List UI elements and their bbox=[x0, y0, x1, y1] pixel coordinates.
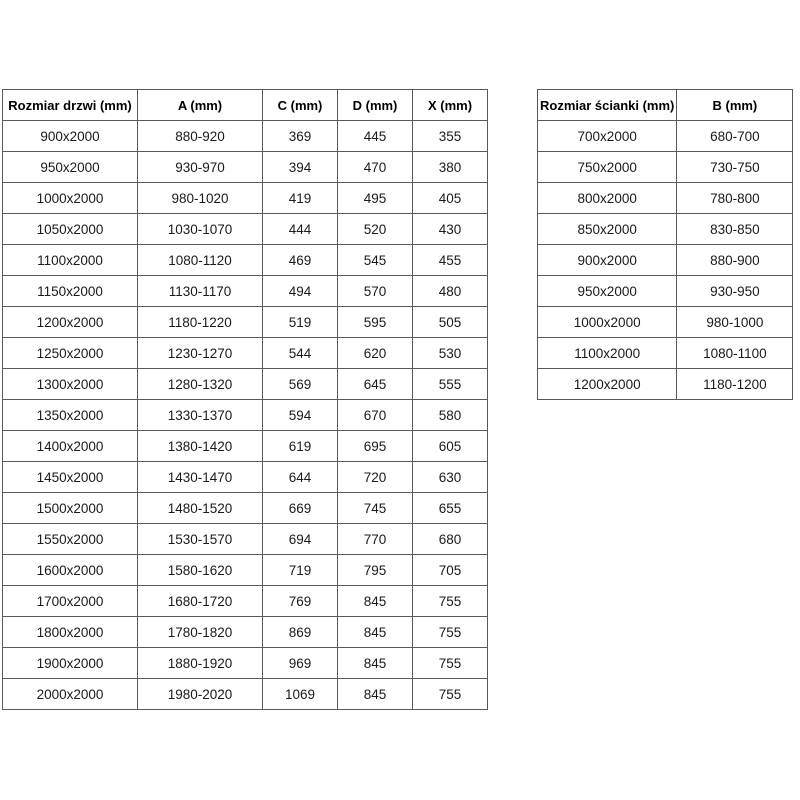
table-cell: 1400x2000 bbox=[3, 431, 138, 462]
table-cell: 1900x2000 bbox=[3, 648, 138, 679]
table-cell: 900x2000 bbox=[538, 245, 677, 276]
table-cell: 419 bbox=[263, 183, 338, 214]
table-cell: 1450x2000 bbox=[3, 462, 138, 493]
table-cell: 355 bbox=[413, 121, 488, 152]
table-cell: 645 bbox=[338, 369, 413, 400]
table-cell: 869 bbox=[263, 617, 338, 648]
table-cell: 795 bbox=[338, 555, 413, 586]
table-cell: 680 bbox=[413, 524, 488, 555]
table-row bbox=[3, 679, 488, 710]
wall-size-table-container bbox=[537, 89, 793, 400]
table-cell: 750x2000 bbox=[538, 152, 677, 183]
table-cell: 830-850 bbox=[677, 214, 793, 245]
table-cell: 755 bbox=[413, 617, 488, 648]
table-cell: 1550x2000 bbox=[3, 524, 138, 555]
table-row bbox=[3, 214, 488, 245]
table-cell: 1350x2000 bbox=[3, 400, 138, 431]
table-cell: 1580-1620 bbox=[138, 555, 263, 586]
table-row bbox=[3, 276, 488, 307]
table-cell: 505 bbox=[413, 307, 488, 338]
table-row bbox=[538, 338, 793, 369]
table-row bbox=[538, 369, 793, 400]
table-row bbox=[3, 586, 488, 617]
table-cell: 1100x2000 bbox=[3, 245, 138, 276]
table-cell: 1430-1470 bbox=[138, 462, 263, 493]
table-cell: 720 bbox=[338, 462, 413, 493]
table-cell: 880-900 bbox=[677, 245, 793, 276]
table-cell: 695 bbox=[338, 431, 413, 462]
table-cell: 445 bbox=[338, 121, 413, 152]
table-cell: 755 bbox=[413, 586, 488, 617]
table-cell: 655 bbox=[413, 493, 488, 524]
table-cell: 800x2000 bbox=[538, 183, 677, 214]
header-cell: D (mm) bbox=[338, 90, 413, 121]
table-cell: 619 bbox=[263, 431, 338, 462]
table-cell: 755 bbox=[413, 679, 488, 710]
table-cell: 1680-1720 bbox=[138, 586, 263, 617]
header-cell: A (mm) bbox=[138, 90, 263, 121]
table-cell: 1780-1820 bbox=[138, 617, 263, 648]
table-row bbox=[3, 369, 488, 400]
table-cell: 755 bbox=[413, 648, 488, 679]
table-cell: 569 bbox=[263, 369, 338, 400]
table-cell: 1080-1120 bbox=[138, 245, 263, 276]
table-cell: 1530-1570 bbox=[138, 524, 263, 555]
table-cell: 950x2000 bbox=[538, 276, 677, 307]
header-cell: C (mm) bbox=[263, 90, 338, 121]
table-cell: 495 bbox=[338, 183, 413, 214]
table-cell: 1100x2000 bbox=[538, 338, 677, 369]
table-row bbox=[3, 121, 488, 152]
table-cell: 1050x2000 bbox=[3, 214, 138, 245]
table-cell: 845 bbox=[338, 679, 413, 710]
table-cell: 494 bbox=[263, 276, 338, 307]
table-row bbox=[3, 431, 488, 462]
table-cell: 570 bbox=[338, 276, 413, 307]
table-cell: 845 bbox=[338, 617, 413, 648]
table-cell: 455 bbox=[413, 245, 488, 276]
table-cell: 444 bbox=[263, 214, 338, 245]
table-row bbox=[3, 183, 488, 214]
table-cell: 930-950 bbox=[677, 276, 793, 307]
table-cell: 730-750 bbox=[677, 152, 793, 183]
table-cell: 470 bbox=[338, 152, 413, 183]
table-cell: 545 bbox=[338, 245, 413, 276]
table-cell: 980-1000 bbox=[677, 307, 793, 338]
table-cell: 1230-1270 bbox=[138, 338, 263, 369]
table-cell: 1330-1370 bbox=[138, 400, 263, 431]
header-row bbox=[3, 90, 488, 121]
door-size-table bbox=[2, 89, 488, 710]
table-row bbox=[3, 338, 488, 369]
table-cell: 719 bbox=[263, 555, 338, 586]
table-cell: 770 bbox=[338, 524, 413, 555]
table-cell: 745 bbox=[338, 493, 413, 524]
table-cell: 1000x2000 bbox=[538, 307, 677, 338]
header-cell: Rozmiar ścianki (mm) bbox=[538, 90, 677, 121]
table-cell: 1800x2000 bbox=[3, 617, 138, 648]
table-cell: 469 bbox=[263, 245, 338, 276]
table-cell: 644 bbox=[263, 462, 338, 493]
door-size-table-container bbox=[2, 89, 488, 710]
header-cell: Rozmiar drzwi (mm) bbox=[3, 90, 138, 121]
table-cell: 969 bbox=[263, 648, 338, 679]
table-row bbox=[538, 214, 793, 245]
table-row bbox=[3, 462, 488, 493]
table-cell: 430 bbox=[413, 214, 488, 245]
table-row bbox=[3, 245, 488, 276]
table-cell: 769 bbox=[263, 586, 338, 617]
table-cell: 1380-1420 bbox=[138, 431, 263, 462]
table-cell: 1250x2000 bbox=[3, 338, 138, 369]
table-cell: 680-700 bbox=[677, 121, 793, 152]
table-cell: 1080-1100 bbox=[677, 338, 793, 369]
table-row bbox=[538, 307, 793, 338]
table-cell: 700x2000 bbox=[538, 121, 677, 152]
table-row bbox=[3, 400, 488, 431]
table-cell: 930-970 bbox=[138, 152, 263, 183]
table-cell: 845 bbox=[338, 648, 413, 679]
table-cell: 880-920 bbox=[138, 121, 263, 152]
table-row bbox=[538, 152, 793, 183]
table-cell: 594 bbox=[263, 400, 338, 431]
table-cell: 1180-1200 bbox=[677, 369, 793, 400]
table-cell: 1600x2000 bbox=[3, 555, 138, 586]
table-cell: 669 bbox=[263, 493, 338, 524]
table-cell: 705 bbox=[413, 555, 488, 586]
table-cell: 1980-2020 bbox=[138, 679, 263, 710]
table-cell: 555 bbox=[413, 369, 488, 400]
header-cell: X (mm) bbox=[413, 90, 488, 121]
table-cell: 1280-1320 bbox=[138, 369, 263, 400]
table-row bbox=[3, 648, 488, 679]
table-cell: 369 bbox=[263, 121, 338, 152]
table-cell: 620 bbox=[338, 338, 413, 369]
table-cell: 480 bbox=[413, 276, 488, 307]
table-cell: 1200x2000 bbox=[538, 369, 677, 400]
table-row bbox=[3, 524, 488, 555]
table-row bbox=[538, 276, 793, 307]
table-cell: 1069 bbox=[263, 679, 338, 710]
table-cell: 630 bbox=[413, 462, 488, 493]
table-cell: 1480-1520 bbox=[138, 493, 263, 524]
table-cell: 980-1020 bbox=[138, 183, 263, 214]
table-cell: 1180-1220 bbox=[138, 307, 263, 338]
table-cell: 900x2000 bbox=[3, 121, 138, 152]
table-cell: 1500x2000 bbox=[3, 493, 138, 524]
table-cell: 380 bbox=[413, 152, 488, 183]
table-cell: 1200x2000 bbox=[3, 307, 138, 338]
table-cell: 394 bbox=[263, 152, 338, 183]
table-cell: 850x2000 bbox=[538, 214, 677, 245]
table-row bbox=[538, 245, 793, 276]
table-cell: 1150x2000 bbox=[3, 276, 138, 307]
table-cell: 595 bbox=[338, 307, 413, 338]
table-cell: 780-800 bbox=[677, 183, 793, 214]
table-cell: 520 bbox=[338, 214, 413, 245]
table-cell: 605 bbox=[413, 431, 488, 462]
table-cell: 2000x2000 bbox=[3, 679, 138, 710]
table-cell: 580 bbox=[413, 400, 488, 431]
table-cell: 530 bbox=[413, 338, 488, 369]
table-row bbox=[3, 493, 488, 524]
table-cell: 405 bbox=[413, 183, 488, 214]
table-cell: 519 bbox=[263, 307, 338, 338]
table-row bbox=[538, 121, 793, 152]
table-cell: 845 bbox=[338, 586, 413, 617]
table-row bbox=[3, 307, 488, 338]
table-cell: 1000x2000 bbox=[3, 183, 138, 214]
table-row bbox=[538, 183, 793, 214]
table-cell: 1880-1920 bbox=[138, 648, 263, 679]
table-row bbox=[3, 152, 488, 183]
table-cell: 1700x2000 bbox=[3, 586, 138, 617]
table-cell: 1130-1170 bbox=[138, 276, 263, 307]
table-cell: 950x2000 bbox=[3, 152, 138, 183]
table-row bbox=[3, 555, 488, 586]
header-cell: B (mm) bbox=[677, 90, 793, 121]
table-cell: 670 bbox=[338, 400, 413, 431]
wall-size-table bbox=[537, 89, 793, 400]
table-cell: 1300x2000 bbox=[3, 369, 138, 400]
table-cell: 1030-1070 bbox=[138, 214, 263, 245]
table-cell: 694 bbox=[263, 524, 338, 555]
table-cell: 544 bbox=[263, 338, 338, 369]
table-row bbox=[3, 617, 488, 648]
header-row bbox=[538, 90, 793, 121]
